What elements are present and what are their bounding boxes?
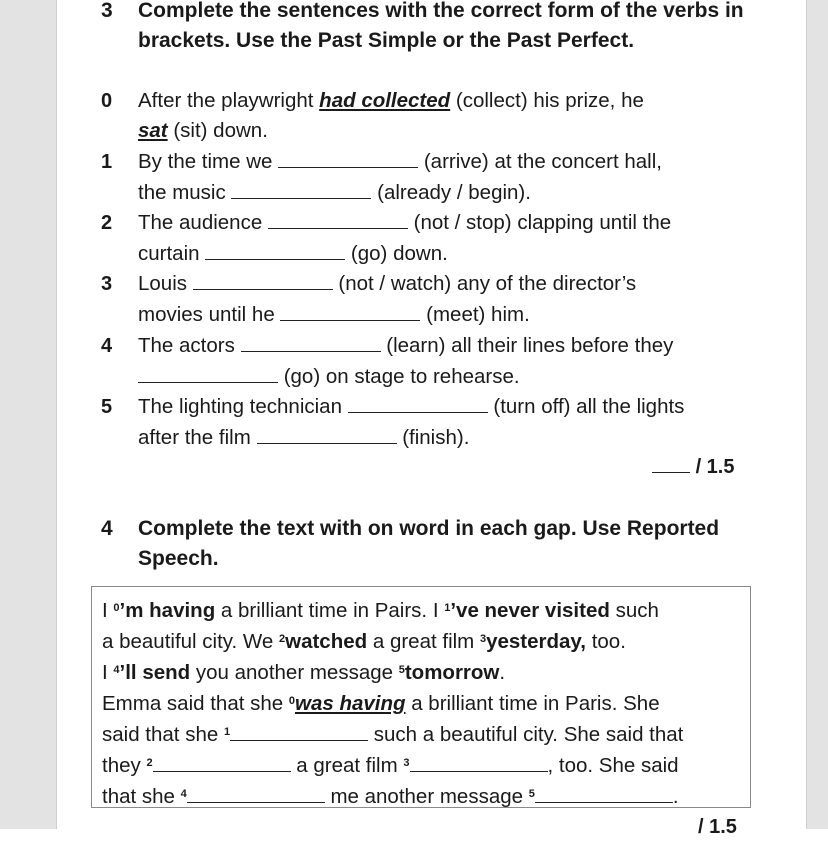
reported-line-2	[102, 717, 683, 750]
item-3-line-1	[138, 269, 636, 299]
phrase: ’m having	[119, 599, 216, 622]
item-2-number: 2	[101, 212, 113, 234]
text: too.	[586, 630, 626, 653]
text: such	[609, 599, 659, 622]
answer-blank[interactable]	[187, 782, 325, 803]
gap-number: 1	[444, 602, 451, 614]
text: a beautiful city. We	[102, 630, 279, 653]
text: (meet) him.	[420, 303, 530, 326]
text: By the time we	[138, 150, 279, 173]
page-frame-right	[806, 0, 828, 829]
section-3-title: Complete the sentences with the correct form of the verbs in brackets. Use the Past Simple or the Past Perfect.	[138, 0, 744, 52]
text: Louis	[138, 272, 193, 295]
example-answer: sat	[138, 119, 168, 142]
phrase: watched	[285, 630, 368, 653]
text: a great film	[290, 754, 404, 777]
text: (turn off) all the lights	[487, 395, 685, 418]
text: Emma said that she	[102, 692, 289, 715]
text: (not / watch) any of the director’s	[332, 272, 637, 295]
item-5-number: 5	[101, 396, 113, 418]
reported-line-3	[102, 748, 679, 781]
example-answer: had collected	[319, 89, 451, 112]
gap-number: 2	[146, 757, 153, 769]
gap-number: 2	[279, 633, 286, 645]
gap-number: 0	[288, 695, 295, 707]
answer-blank[interactable]	[138, 362, 278, 383]
item-3-line-2	[138, 300, 530, 330]
section-4-title: Complete the text with on word in each gap. Use Reported Speech.	[138, 517, 720, 570]
gap-number: 5	[528, 788, 535, 800]
text: such a beautiful city. She said that	[368, 723, 684, 746]
phrase: tomorrow	[404, 661, 500, 684]
phrase: yesterday,	[486, 630, 586, 653]
item-4-line-2	[138, 362, 520, 392]
text: you another message	[190, 661, 399, 684]
item-2-line-1	[138, 208, 671, 238]
item-2-line-2	[138, 239, 448, 269]
text: (finish).	[396, 426, 470, 449]
text: (go) on stage to rehearse.	[278, 365, 520, 388]
example-answer: was having	[295, 692, 406, 715]
item-1-line-1	[138, 147, 662, 177]
answer-blank[interactable]	[535, 782, 673, 803]
item-0-line-2	[138, 116, 268, 146]
answer-blank[interactable]	[278, 147, 418, 168]
text: .	[672, 785, 679, 808]
item-0-line-1	[138, 86, 644, 116]
gap-number: 0	[113, 602, 120, 614]
text: a brilliant time in Paris. She	[405, 692, 660, 715]
gap-number: 3	[479, 633, 487, 645]
text: the music	[138, 181, 232, 204]
reported-line-4	[102, 779, 679, 812]
text: The lighting technician	[138, 395, 348, 418]
score-total: / 1.5	[695, 456, 735, 478]
text: (not / stop) clapping until the	[407, 211, 672, 234]
text: .	[499, 661, 506, 684]
text: after the film	[138, 426, 257, 449]
text: I	[102, 599, 114, 622]
item-1-number: 1	[101, 151, 113, 173]
text: a great film	[367, 630, 480, 653]
text: After the playwright	[138, 89, 320, 112]
item-1-line-2	[138, 178, 531, 208]
answer-blank[interactable]	[205, 239, 345, 260]
text: , too. She said	[547, 754, 679, 777]
item-4-number: 4	[101, 335, 113, 357]
score-blank[interactable]	[652, 452, 690, 473]
text: The actors	[138, 334, 241, 357]
gap-number: 4	[113, 664, 120, 676]
text: (learn) all their lines before they	[380, 334, 674, 357]
text: movies until he	[138, 303, 281, 326]
text: curtain	[138, 242, 206, 265]
text: The audience	[138, 211, 268, 234]
text: I	[102, 661, 114, 684]
answer-blank[interactable]	[348, 392, 488, 413]
text: me another message	[324, 785, 529, 808]
direct-speech-line-3	[102, 655, 505, 688]
answer-blank[interactable]	[280, 300, 420, 321]
reported-line-1	[102, 686, 660, 719]
page-frame-left	[0, 0, 57, 829]
item-0-number: 0	[101, 90, 113, 112]
direct-speech-line-1	[102, 593, 659, 626]
answer-blank[interactable]	[153, 751, 291, 772]
text: (go) down.	[345, 242, 448, 265]
text: (sit) down.	[167, 119, 268, 142]
gap-number: 4	[180, 788, 187, 800]
answer-blank[interactable]	[241, 331, 381, 352]
answer-blank[interactable]	[193, 269, 333, 290]
text: they	[102, 754, 147, 777]
text: (already / begin).	[371, 181, 531, 204]
answer-blank[interactable]	[410, 751, 548, 772]
gap-number: 5	[398, 664, 405, 676]
gap-number: 1	[223, 726, 231, 738]
section-3-score	[652, 452, 734, 482]
section-4-score: / 1.5	[698, 816, 737, 838]
answer-blank[interactable]	[257, 423, 397, 444]
section-4-number: 4	[101, 517, 113, 540]
item-3-number: 3	[101, 273, 113, 295]
item-4-line-1	[138, 331, 673, 361]
item-5-line-1	[138, 392, 684, 422]
item-5-line-2	[138, 423, 469, 453]
answer-blank[interactable]	[268, 208, 408, 229]
answer-blank[interactable]	[231, 178, 371, 199]
text: a brilliant time in Pairs. I	[215, 599, 445, 622]
phrase: ’ll send	[119, 661, 191, 684]
direct-speech-line-2	[102, 624, 626, 657]
phrase: ’ve never visited	[450, 599, 610, 622]
answer-blank[interactable]	[230, 720, 368, 741]
section-3-number: 3	[101, 0, 113, 22]
text: that she	[102, 785, 181, 808]
text: (collect) his prize, he	[450, 89, 644, 112]
gap-number: 3	[403, 757, 410, 769]
text: said that she	[102, 723, 224, 746]
text: (arrive) at the concert hall,	[418, 150, 662, 173]
